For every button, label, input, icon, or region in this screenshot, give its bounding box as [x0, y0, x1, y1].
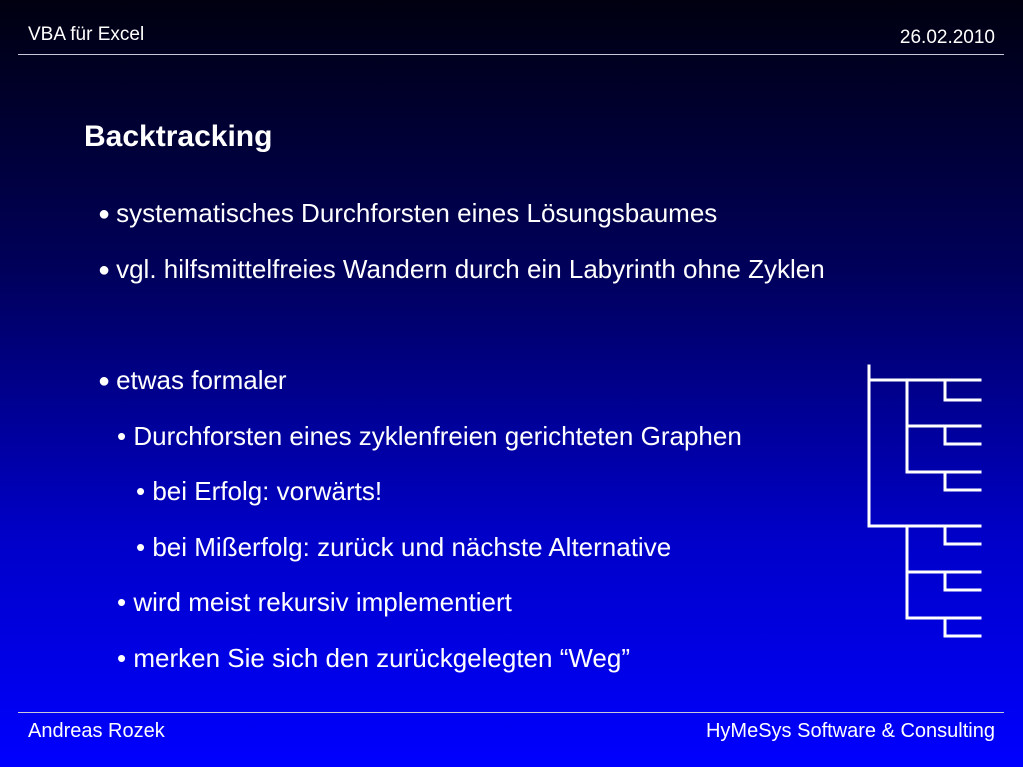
bullet-dot: ● — [98, 203, 111, 225]
bullet-dot: ● — [98, 370, 111, 392]
bullet-text: etwas formaler — [116, 365, 287, 395]
bullet-text: Durchforsten eines zyklenfreien gerichteten Graphen — [133, 421, 742, 451]
bullet-text: bei Mißerfolg: zurück und nächste Alternative — [152, 532, 672, 562]
bullet-text: systematisches Durchforsten eines Lösungsbaumes — [116, 198, 718, 228]
header-divider — [18, 54, 1004, 55]
slide-title: Backtracking — [84, 120, 273, 153]
bullet-level3-2 — [136, 532, 671, 563]
bullet-dot: • — [117, 421, 127, 451]
bullet-dot: • — [117, 643, 127, 673]
bullet-text: merken Sie sich den zurückgelegten “Weg” — [133, 643, 630, 673]
footer-author: Andreas Rozek — [28, 720, 165, 742]
bullet-dot: • — [136, 532, 146, 562]
bullet-level2-3 — [117, 643, 630, 674]
tree-diagram-icon — [860, 360, 985, 640]
bullet-text: bei Erfolg: vorwärts! — [152, 476, 383, 506]
bullet-level1-1 — [98, 198, 717, 229]
bullet-level3-1 — [136, 476, 382, 507]
bullet-level1-3 — [98, 365, 287, 396]
header-date: 26.02.2010 — [899, 27, 995, 48]
bullet-dot: • — [117, 587, 127, 617]
bullet-dot: • — [136, 476, 146, 506]
bullet-level2-1 — [117, 421, 742, 452]
bullet-text: wird meist rekursiv implementiert — [133, 587, 512, 617]
footer-divider — [18, 712, 1004, 713]
footer-company: HyMeSys Software & Consulting — [705, 720, 995, 742]
bullet-level2-2 — [117, 587, 512, 618]
bullet-text: vgl. hilfsmittelfreies Wandern durch ein Labyrinth ohne Zyklen — [116, 254, 825, 284]
header-course-title: VBA für Excel — [28, 24, 145, 45]
bullet-dot: ● — [98, 259, 111, 281]
bullet-level1-2 — [98, 254, 825, 285]
